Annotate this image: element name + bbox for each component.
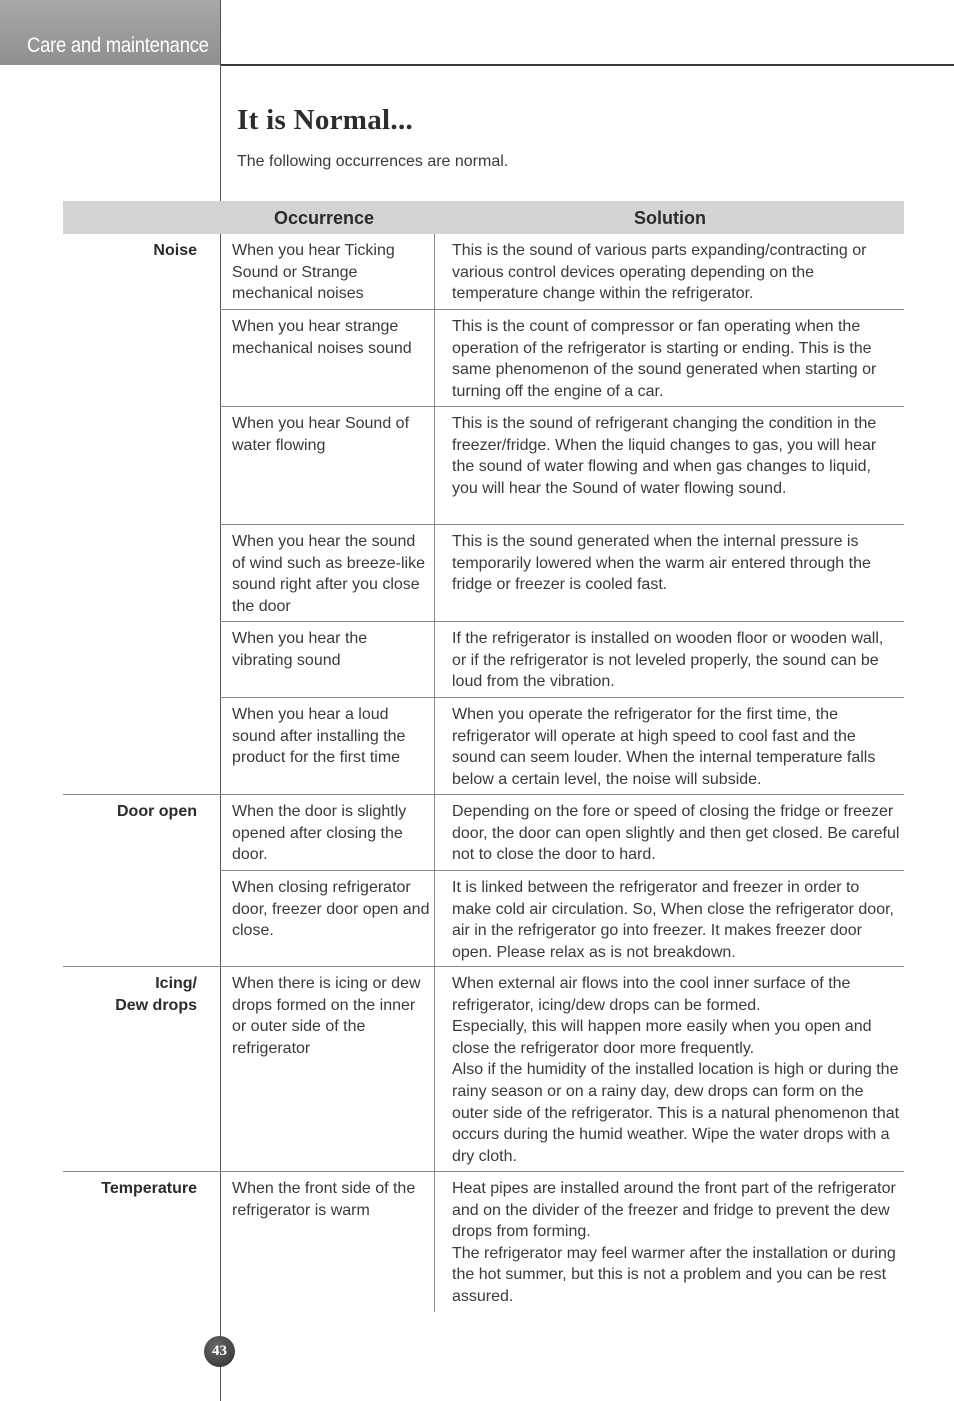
occurrence-cell: When you hear strange mechanical noises sound (232, 318, 412, 357)
page-title: It is Normal... (237, 104, 414, 136)
occurrence-cell: When you hear the sound of wind such as breeze-like sound right after you close the door (232, 533, 425, 615)
category-group-temperature (63, 1172, 904, 1312)
occurrence-cell: When there is icing or dew drops formed on the inner or outer side of the refrigerator (232, 975, 421, 1057)
category-label: Temperature (101, 1180, 197, 1197)
table-row (220, 525, 904, 622)
occurrence-cell: When you hear Ticking Sound or Strange mechanical noises (232, 242, 395, 303)
occurrence-cell: When you hear the vibrating sound (232, 630, 368, 669)
occurrence-cell: When you hear Sound of water flowing (232, 415, 410, 454)
table-row (220, 1172, 904, 1312)
solution-cell: This is the sound of various parts expanding/contracting or various control devices operating depending on the temperature change within the refrigerator. (452, 242, 867, 303)
solution-cell: Heat pipes are installed around the front part of the refrigerator and on the divider of the freezer and fridge to prevent the dew drops from forming. The refrigerator may feel warmer after the installation or during the hot summer, but this is not a problem and you can be rest assured. (452, 1180, 896, 1305)
table-row (220, 310, 904, 407)
solution-cell: This is the sound generated when the internal pressure is temporarily lowered when the warm air entered through the fridge or freezer is cooled fast. (452, 533, 871, 594)
occurrence-cell: When closing refrigerator door, freezer door open and close. (232, 879, 430, 940)
table-header (63, 201, 904, 234)
section-label: Care and maintenance (27, 34, 209, 57)
table-row (220, 967, 904, 1172)
category-group-icing-dew-drops (63, 967, 904, 1172)
solution-header: Solution (634, 208, 706, 228)
category-label: Door open (117, 803, 197, 820)
occurrence-cell: When the front side of the refrigerator is warm (232, 1180, 416, 1219)
category-label: Icing/ Dew drops (115, 975, 197, 1014)
table-row (220, 871, 904, 967)
category-group-door-open (63, 795, 904, 967)
table-row (220, 698, 904, 795)
occurrence-cell: When the door is slightly opened after closing the door. (232, 803, 407, 864)
table-row (220, 622, 904, 698)
page-number-badge: 43 (204, 1336, 235, 1367)
occurrence-cell: When you hear a loud sound after installing the product for the first time (232, 706, 406, 767)
solution-cell: Depending on the fore or speed of closing the fridge or freezer door, the door can open slightly and then get closed. Be careful not to close the door to hard. (452, 803, 900, 864)
header-rule (220, 64, 954, 66)
occurrence-header: Occurrence (274, 208, 375, 228)
solution-cell: It is linked between the refrigerator and freezer in order to make cold air circulation. So, When close the refrigerator door, air in the refrigerator go into freezer. It makes freezer door open. Please relax as is not breakdown. (452, 879, 894, 961)
solution-cell: If the refrigerator is installed on wooden floor or wooden wall, or if the refrigerator is not leveled properly, the sound can be loud from the vibration. (452, 630, 884, 691)
solution-cell: This is the sound of refrigerant changing the condition in the freezer/fridge. When the liquid changes to gas, you will hear the sound of water flowing and when gas changes to liquid, you will hear the Sound of water flowing sound. (452, 415, 877, 497)
table-row (220, 407, 904, 525)
section-tab (0, 0, 220, 65)
category-label: Noise (153, 242, 197, 259)
table-row (220, 795, 904, 871)
intro-text: The following occurrences are normal. (237, 153, 509, 170)
table-row (220, 234, 904, 310)
solution-cell: When external air flows into the cool inner surface of the refrigerator, icing/dew drops can be formed. Especially, this will happen more easily when you open and close the refrigerator door more frequently. Also if the humidity of the installed location is high or during the rainy season or on a rainy day, dew drops can form on the outer side of the refrigerator. This is a natural phenomenon that occurs during the humid weather. Wipe the water drops with a dry cloth. (452, 975, 900, 1165)
solution-cell: When you operate the refrigerator for the first time, the refrigerator will operate at high speed to cool fast and the sound can seem louder. When the internal temperature falls below a certain level, the noise will subside. (452, 706, 876, 788)
solution-cell: This is the count of compressor or fan operating when the operation of the refrigerator is starting or ending. This is the same phenomenon of the sound generated when starting or turning off the engine of a car. (452, 318, 877, 400)
category-group-noise (63, 234, 904, 795)
